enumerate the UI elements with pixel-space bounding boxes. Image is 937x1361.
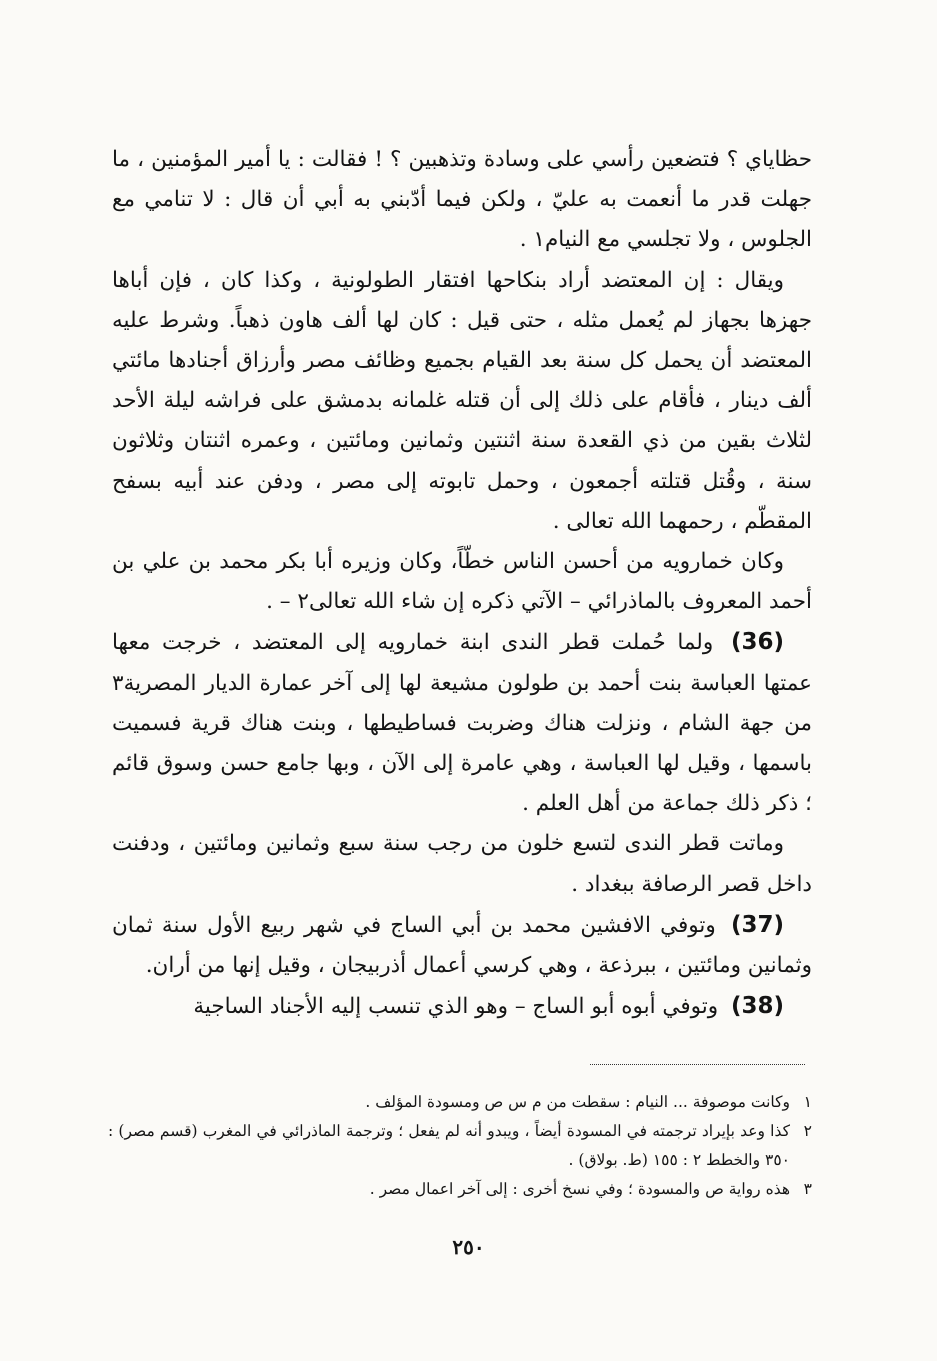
- numbered-paragraph: [112, 622, 812, 824]
- paragraph-text: وماتت قطر الندى لتسع خلون من رجب سنة سبع وثمانين ومائتين ، ودفنت داخل قصر الرصافة ببغداد .: [112, 831, 812, 897]
- footnote: [108, 1117, 812, 1175]
- paragraph: [112, 261, 812, 542]
- footnote: [108, 1088, 812, 1117]
- footnote-text: وكانت موصوفة ... النيام : سقطت من م س ص ومسودة المؤلف .: [365, 1093, 790, 1111]
- paragraph-text: وتوفي الافشين محمد بن أبي الساج في شهر ربيع الأول سنة ثمان وثمانين ومائتين ، ببرذعة ، وهي كرسي أعمال أذربيجان ، وقيل إنها من أران.: [112, 912, 812, 979]
- paragraph-text: ولما حُملت قطر الندى ابنة خمارويه إلى المعتضد ، خرجت معها عمتها العباسة بنت أحمد بن طولون مشيعة لها إلى آخر عمارة الديار المصرية٣ من جهة الشام ، ونزلت هناك وضربت فساطيطها ، وبنت هناك قرية فسميت باسمها ، وقيل لها العباسة ، وهي عامرة إلى الآن ، وبها جامع حسن وسوق قائم ؛ ذكر ذلك جماعة من أهل العلم .: [112, 630, 812, 817]
- footnote-text: كذا وعد بإيراد ترجمته في المسودة أيضاً ، ويبدو أنه لم يفعل ؛ وترجمة الماذرائي في المغرب (قسم مصر) : ٣٥٠ والخطط ٢ : ١٥٥ (ط. بولاق) .: [108, 1122, 790, 1169]
- footnote-number: ٢: [803, 1122, 812, 1140]
- paragraph: [112, 140, 812, 261]
- item-number: (36): [730, 629, 784, 656]
- paragraph-text: حظاياي ؟ فتضعين رأسي على وسادة وتذهبين ؟ ! فقالت : يا أمير المؤمنين ، ما جهلت قدر ما أنعمت به عليّ ، ولكن فيما أدّبني به أبي أن قال : لا تنامي مع الجلوس ، ولا تجلسي مع النيام١ .: [112, 147, 812, 253]
- footnote-divider: [590, 1064, 805, 1065]
- paragraph: [112, 824, 812, 904]
- footnotes: [108, 1088, 812, 1204]
- paragraph-text: وتوفي أبوه أبو الساج – وهو الذي تنسب إليه الأجناد الساجية: [193, 994, 719, 1020]
- footnote-number: ١: [803, 1093, 812, 1111]
- paragraph-text: وكان خمارويه من أحسن الناس خطّاً، وكان وزيره أبا بكر محمد بن علي بن أحمد المعروف بالماذرائي – الآتي ذكره إن شاء الله تعالى٢ – .: [112, 549, 812, 615]
- paragraph-text: ويقال : إن المعتضد أراد بنكاحها افتقار الطولونية ، وكذا كان ، فإن أباها جهزها بجهاز لم يُعمل مثله ، حتى قيل : كان لها ألف هاون ذهباً. وشرط عليه المعتضد أن يحمل كل سنة بعد القيام بجميع وظائف مصر وأرزاق أجنادها مائتي ألف دينار ، فأقام على ذلك إلى أن قتله غلمانه بدمشق على فراشه ليلة الأحد لثلاث بقين من ذي القعدة سنة اثنتين وثمانين ومائتين ، وعمره اثنتان وثلاثون سنة ، وقُتل قتلته أجمعون ، وحمل تابوته إلى مصر ، ودفن عند أبيه بسفح المقطّم ، رحمهما الله تعالى .: [112, 267, 812, 534]
- page-number: ٢٥٠: [452, 1235, 485, 1259]
- numbered-paragraph: [112, 986, 812, 1027]
- item-number: (38): [730, 993, 784, 1020]
- main-text: [112, 140, 812, 1027]
- footnote: [108, 1175, 812, 1204]
- paragraph: [112, 542, 812, 622]
- numbered-paragraph: [112, 905, 812, 986]
- footnote-number: ٣: [803, 1180, 812, 1198]
- footnote-text: هذه رواية ص والمسودة ؛ وفي نسخ أخرى : إلى آخر اعمال مصر .: [369, 1180, 790, 1198]
- item-number: (37): [730, 911, 784, 938]
